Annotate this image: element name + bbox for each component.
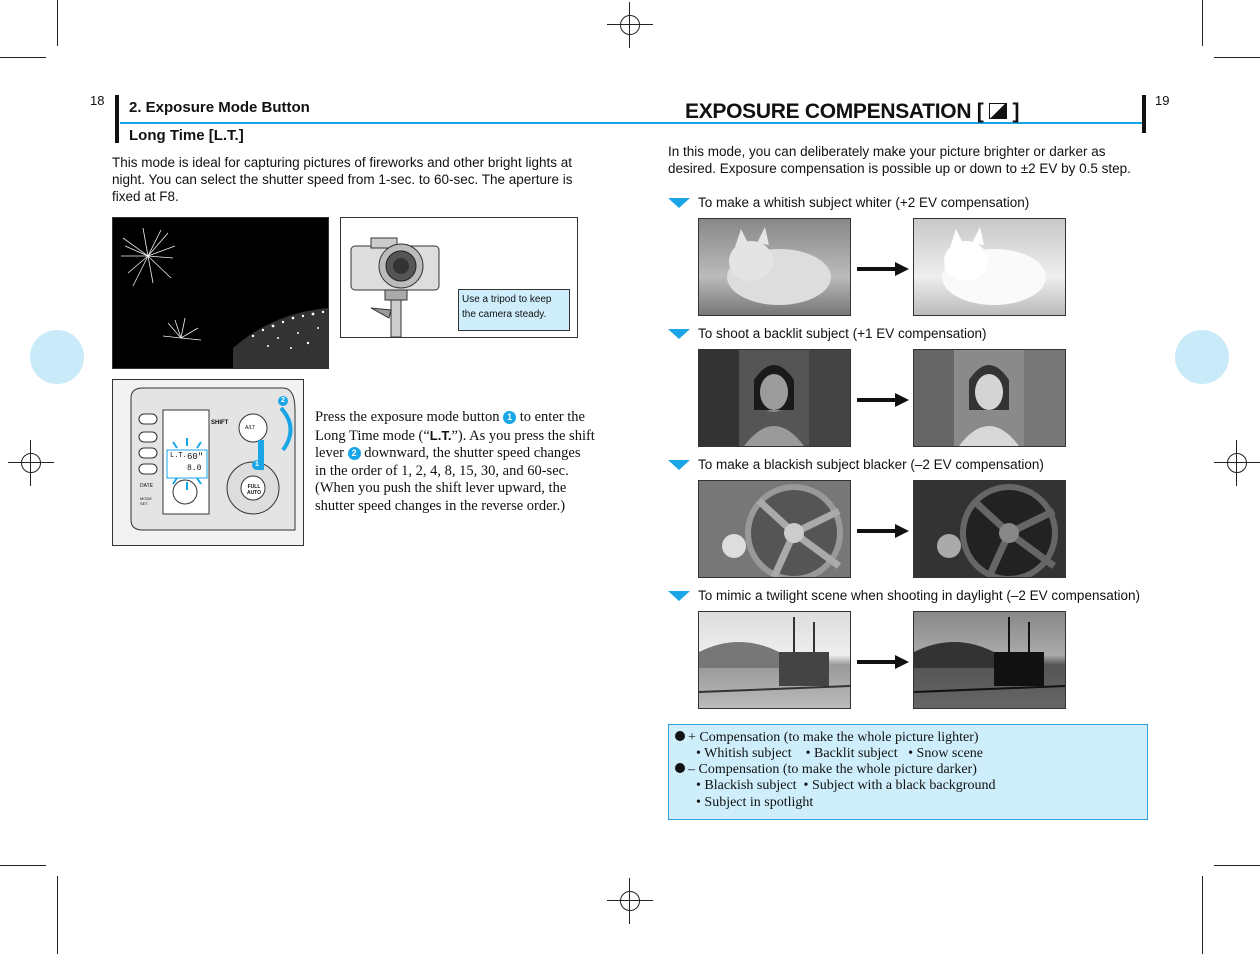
example-label: To mimic a twilight scene when shooting in daylight (–2 EV compensation)	[668, 587, 1140, 604]
triangle-bullet-icon	[668, 329, 690, 339]
crop-mark	[1202, 876, 1203, 954]
triangle-bullet-icon	[668, 460, 690, 470]
registration-mark	[8, 440, 54, 486]
page-tab-circle	[1175, 330, 1229, 384]
badge-1: 1	[503, 411, 516, 424]
backlit-photo-after	[913, 349, 1066, 447]
tripod-tip-box: Use a tripod to keep the camera steady.	[458, 289, 570, 331]
lt-instructions: Press the exposure mode button 1 to enter the Long Time mode (“L.T.”). As you press the shift lever 2 downward, the shutter speed changes in the order of 1, 2, 4, 8, 15, 30, and 60-sec. (When you push the shift lever upward, the shutter speed changes in the reverse order.)	[315, 409, 595, 514]
arrow-right-icon	[857, 524, 909, 538]
section-title: 2. Exposure Mode Button	[129, 99, 310, 116]
blackish-photo-before	[698, 480, 851, 578]
fireworks-photo	[112, 217, 329, 369]
camera-panel-illustration	[112, 379, 304, 546]
registration-mark	[1214, 440, 1260, 486]
example-label: To make a blackish subject blacker (–2 EV compensation)	[668, 456, 1044, 473]
crop-mark	[1202, 0, 1203, 46]
bullet-icon	[675, 763, 685, 773]
crop-mark	[0, 865, 46, 866]
registration-mark	[607, 2, 653, 48]
twilight-photo-after	[913, 611, 1066, 709]
whitish-photo-after	[913, 218, 1066, 316]
lcd-mode: L.T.	[170, 452, 187, 460]
example-label: To shoot a backlit subject (+1 EV compensation)	[668, 325, 987, 342]
ec-intro: In this mode, you can deliberately make your picture brighter or darker as desired. Exposure compensation is possible up or down to ±2 EV by 0.5 step.	[668, 144, 1131, 176]
example-label: To make a whitish subject whiter (+2 EV compensation)	[668, 194, 1029, 211]
compensation-info-box	[668, 724, 1148, 820]
whitish-photo-before	[698, 218, 851, 316]
page-number-right: 19	[1155, 93, 1170, 108]
exposure-compensation-icon	[989, 103, 1007, 119]
backlit-photo-before	[698, 349, 851, 447]
lcd-speed: 60"	[187, 452, 204, 462]
crop-mark	[0, 57, 46, 58]
mode-set-label: MODE SET	[140, 496, 152, 506]
shift-label: SHIFT	[211, 420, 229, 426]
twilight-photo-before	[698, 611, 851, 709]
triangle-bullet-icon	[668, 591, 690, 601]
crop-mark	[1214, 57, 1260, 58]
crop-mark	[1214, 865, 1260, 866]
registration-mark	[607, 878, 653, 924]
section-bar	[115, 95, 119, 143]
triangle-bullet-icon	[668, 198, 690, 208]
badge-shift-lever: 2	[278, 396, 288, 406]
subtitle: Long Time [L.T.]	[129, 127, 244, 144]
date-label: DATE	[140, 483, 153, 489]
bullet-icon	[675, 731, 685, 741]
title-bar	[1142, 95, 1146, 133]
lcd-aperture: 8.0	[187, 464, 202, 473]
crop-mark	[57, 0, 58, 46]
minus-heading: – Compensation (to make the whole picture darker)	[688, 762, 977, 777]
arrow-right-icon	[857, 262, 909, 276]
intro-text: This mode is ideal for capturing pictures of fireworks and other bright lights at night. You can select the shutter speed from 1-sec. to 60-sec. The aperture is fixed at F8.	[112, 155, 573, 204]
minus-items: • Blackish subject • Subject with a black background	[696, 778, 996, 793]
arrow-right-icon	[857, 393, 909, 407]
blackish-photo-after	[913, 480, 1066, 578]
page-number-left: 18	[90, 93, 105, 108]
badge-mode-button: 1	[252, 460, 262, 470]
page-tab-circle	[30, 330, 84, 384]
badge-2: 2	[348, 447, 361, 460]
minus-items: • Subject in spotlight	[696, 795, 814, 810]
arrow-right-icon	[857, 655, 909, 669]
plus-items: • Whitish subject • Backlit subject • Snow scene	[696, 746, 984, 761]
crop-mark	[57, 876, 58, 954]
page-title: EXPOSURE COMPENSATION [ ]	[685, 100, 1020, 123]
plus-heading: + Compensation (to make the whole picture lighter)	[688, 730, 979, 745]
alt-button-label: A/LT	[245, 425, 256, 431]
full-auto-label: FULL AUTO	[246, 484, 262, 496]
